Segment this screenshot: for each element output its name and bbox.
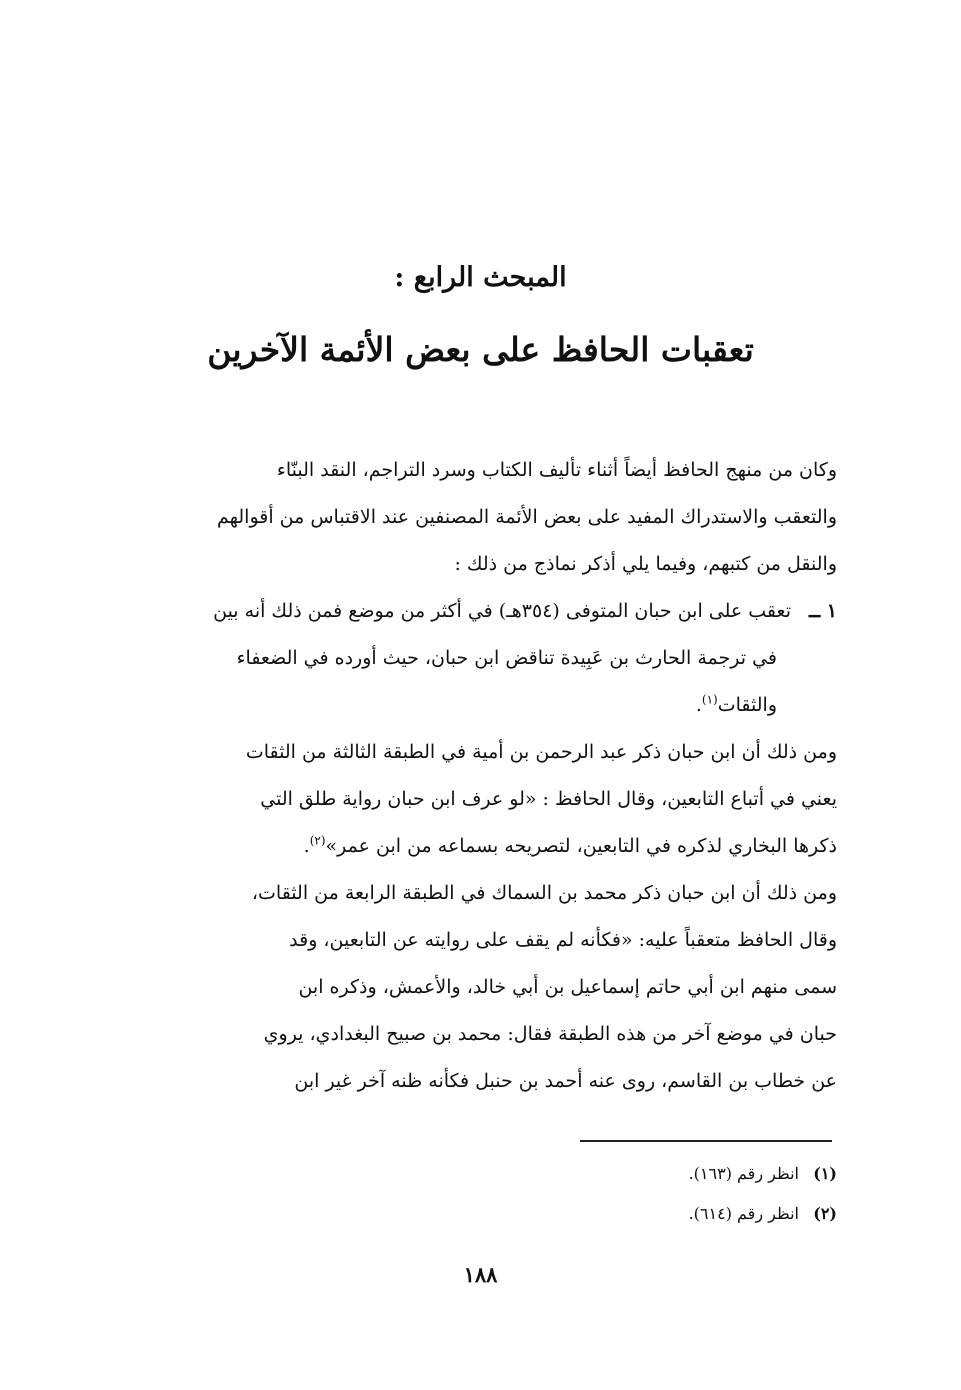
para3-line-4: حبان في موضع آخر من هذه الطبقة فقال: محمد بن صبيح البغدادي، يروي bbox=[263, 1023, 837, 1045]
para3-line-1: ومن ذلك أن ابن حبان ذكر محمد بن السماك في الطبقة الرابعة من الثقات، bbox=[251, 882, 837, 904]
para3-line-3: سمى منهم ابن أبي حاتم إسماعيل بن أبي خالد، والأعمش، وذكره ابن bbox=[298, 976, 837, 998]
footnote-number: (١) bbox=[813, 1164, 837, 1183]
para3-line-5: عن خطاب بن القاسم، روى عنه أحمد بن حنبل فكأنه ظنه آخر غير ابن bbox=[294, 1070, 837, 1092]
list-item-first-line: تعقب على ابن حبان المتوفى (٣٥٤هـ) في أكثر من موضع فمن ذلك أنه بين bbox=[213, 600, 791, 622]
intro-line-3: والنقل من كتبهم، وفيما يلي أذكر نماذج من ذلك : bbox=[454, 553, 837, 575]
para2-line-3: ذكرها البخاري لذكره في التابعين، لتصريحه بسماعه من ابن عمر»$^{(٢)}$. bbox=[303, 833, 837, 857]
body-text bbox=[92, 447, 837, 1105]
list-item-last-line: والثقات$^{(١)}$. bbox=[695, 692, 777, 716]
footnote-text: انظر رقم (٦١٤). bbox=[688, 1204, 799, 1223]
list-item-line: في ترجمة الحارث بن عَبِيدة تناقض ابن حبان، حيث أورده في الضعفاء bbox=[236, 647, 777, 669]
para3-line-2: وقال الحافظ متعقباً عليه: «فكأنه لم يقف على روايته عن التابعين، وقد bbox=[289, 929, 837, 951]
footnotes bbox=[689, 1154, 837, 1234]
page-number: ١٨٨ bbox=[463, 1262, 498, 1287]
intro-line-2: والتعقب والاستدراك المفيد على بعض الأئمة المصنفين عند الاقتباس من أقوالهم bbox=[216, 506, 837, 528]
footnote-ref-2: (٢) bbox=[309, 833, 326, 848]
footnote-2 bbox=[689, 1194, 837, 1234]
footnote-ref-1: (١) bbox=[701, 692, 718, 707]
footnote-text: انظر رقم (١٦٣). bbox=[688, 1164, 799, 1183]
section-label: المبحث الرابع : bbox=[394, 262, 567, 293]
para2-line-2: يعني في أتباع التابعين، وقال الحافظ : «لو عرف ابن حبان رواية طلق التي bbox=[260, 788, 837, 810]
list-item-1 bbox=[92, 588, 837, 635]
footnote-number: (٢) bbox=[813, 1204, 837, 1223]
section-title: تعقبات الحافظ على بعض الأئمة الآخرين bbox=[207, 330, 754, 369]
intro-line-1: وكان من منهج الحافظ أيضاً أثناء تأليف الكتاب وسرد التراجم، النقد البنّاء bbox=[276, 459, 837, 481]
footnote-divider bbox=[580, 1140, 832, 1142]
list-item-number: ١ ــ bbox=[809, 600, 837, 622]
para2-line-1: ومن ذلك أن ابن حبان ذكر عبد الرحمن بن أمية في الطبقة الثالثة من الثقات bbox=[245, 741, 837, 763]
footnote-1 bbox=[689, 1154, 837, 1194]
